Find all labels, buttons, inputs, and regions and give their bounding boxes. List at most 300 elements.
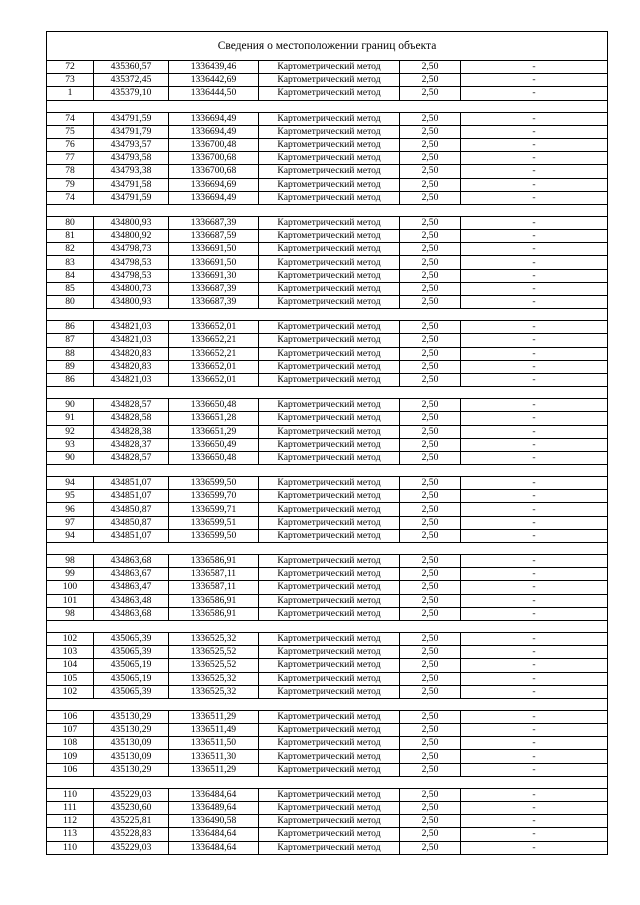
group-separator: [47, 776, 607, 788]
description-cell: -: [461, 74, 608, 87]
coordinate-x-cell: 434851,07: [94, 490, 169, 503]
coordinate-y-cell: 1336525,52: [169, 659, 259, 672]
point-number-cell: 80: [47, 216, 94, 229]
table-row: [47, 828, 607, 841]
table-row: [47, 594, 607, 607]
table-row: [47, 841, 607, 854]
point-number-cell: 83: [47, 256, 94, 269]
table-row: [47, 74, 607, 87]
coordinate-x-cell: 434800,93: [94, 216, 169, 229]
method-cell: Картометрический метод: [259, 282, 400, 295]
coordinate-x-cell: 435130,09: [94, 737, 169, 750]
table-row: [47, 165, 607, 178]
separator-cell: [47, 309, 607, 321]
method-cell: Картометрический метод: [259, 256, 400, 269]
table-row: [47, 152, 607, 165]
point-number-cell: 113: [47, 828, 94, 841]
point-number-cell: 102: [47, 685, 94, 698]
method-cell: Картометрический метод: [259, 451, 400, 464]
group-separator: [47, 204, 607, 216]
method-cell: Картометрический метод: [259, 269, 400, 282]
table-row: [47, 632, 607, 645]
accuracy-cell: 2,50: [400, 802, 461, 815]
point-number-cell: 81: [47, 230, 94, 243]
point-number-cell: 109: [47, 750, 94, 763]
accuracy-cell: 2,50: [400, 594, 461, 607]
method-cell: Картометрический метод: [259, 490, 400, 503]
table-row: [47, 269, 607, 282]
coordinate-x-cell: 435360,57: [94, 61, 169, 74]
coordinate-x-cell: 434851,07: [94, 529, 169, 542]
table-row: [47, 568, 607, 581]
accuracy-cell: 2,50: [400, 672, 461, 685]
point-number-cell: 99: [47, 568, 94, 581]
group-separator: [47, 309, 607, 321]
coordinate-x-cell: 435229,03: [94, 841, 169, 854]
table-row: [47, 125, 607, 138]
accuracy-cell: 2,50: [400, 451, 461, 464]
description-cell: -: [461, 503, 608, 516]
coordinate-y-cell: 1336490,58: [169, 815, 259, 828]
table-row: [47, 607, 607, 620]
method-cell: Картометрический метод: [259, 412, 400, 425]
accuracy-cell: 2,50: [400, 724, 461, 737]
coordinate-y-cell: 1336691,30: [169, 269, 259, 282]
method-cell: Картометрический метод: [259, 529, 400, 542]
description-cell: -: [461, 256, 608, 269]
table-row: [47, 112, 607, 125]
description-cell: -: [461, 321, 608, 334]
coordinate-x-cell: 435230,60: [94, 802, 169, 815]
method-cell: Картометрический метод: [259, 763, 400, 776]
coordinate-y-cell: 1336652,21: [169, 334, 259, 347]
point-number-cell: 101: [47, 594, 94, 607]
accuracy-cell: 2,50: [400, 165, 461, 178]
point-number-cell: 77: [47, 152, 94, 165]
method-cell: Картометрический метод: [259, 802, 400, 815]
coordinate-y-cell: 1336599,50: [169, 477, 259, 490]
accuracy-cell: 2,50: [400, 477, 461, 490]
method-cell: Картометрический метод: [259, 191, 400, 204]
separator-cell: [47, 620, 607, 632]
coordinate-x-cell: 435372,45: [94, 74, 169, 87]
point-number-cell: 88: [47, 347, 94, 360]
coordinate-x-cell: 434800,92: [94, 230, 169, 243]
table-row: [47, 138, 607, 151]
accuracy-cell: 2,50: [400, 61, 461, 74]
description-cell: -: [461, 87, 608, 100]
coordinate-y-cell: 1336652,01: [169, 360, 259, 373]
point-number-cell: 87: [47, 334, 94, 347]
table-row: [47, 438, 607, 451]
coordinate-x-cell: 435130,29: [94, 763, 169, 776]
method-cell: Картометрический метод: [259, 152, 400, 165]
description-cell: -: [461, 828, 608, 841]
coordinate-y-cell: 1336599,51: [169, 516, 259, 529]
accuracy-cell: 2,50: [400, 490, 461, 503]
coordinate-x-cell: 434820,83: [94, 347, 169, 360]
coordinate-y-cell: 1336511,29: [169, 710, 259, 723]
table-row: [47, 296, 607, 309]
point-number-cell: 86: [47, 373, 94, 386]
coordinate-y-cell: 1336691,50: [169, 243, 259, 256]
coordinate-x-cell: 434793,57: [94, 138, 169, 151]
table-row: [47, 763, 607, 776]
point-number-cell: 82: [47, 243, 94, 256]
accuracy-cell: 2,50: [400, 659, 461, 672]
point-number-cell: 106: [47, 710, 94, 723]
table-row: [47, 685, 607, 698]
table-row: [47, 178, 607, 191]
table-row: [47, 243, 607, 256]
method-cell: Картометрический метод: [259, 815, 400, 828]
description-cell: -: [461, 750, 608, 763]
method-cell: Картометрический метод: [259, 296, 400, 309]
coordinate-y-cell: 1336439,46: [169, 61, 259, 74]
accuracy-cell: 2,50: [400, 568, 461, 581]
accuracy-cell: 2,50: [400, 74, 461, 87]
accuracy-cell: 2,50: [400, 841, 461, 854]
coordinate-y-cell: 1336694,49: [169, 191, 259, 204]
accuracy-cell: 2,50: [400, 581, 461, 594]
method-cell: Картометрический метод: [259, 828, 400, 841]
method-cell: Картометрический метод: [259, 555, 400, 568]
point-number-cell: 106: [47, 763, 94, 776]
table-row: [47, 516, 607, 529]
point-number-cell: 84: [47, 269, 94, 282]
coordinate-x-cell: 434791,59: [94, 191, 169, 204]
coordinate-x-cell: 435130,09: [94, 750, 169, 763]
table-row: [47, 737, 607, 750]
description-cell: -: [461, 841, 608, 854]
separator-cell: [47, 204, 607, 216]
method-cell: Картометрический метод: [259, 425, 400, 438]
accuracy-cell: 2,50: [400, 632, 461, 645]
point-number-cell: 112: [47, 815, 94, 828]
point-number-cell: 1: [47, 87, 94, 100]
point-number-cell: 90: [47, 451, 94, 464]
accuracy-cell: 2,50: [400, 178, 461, 191]
coordinate-x-cell: 434863,67: [94, 568, 169, 581]
accuracy-cell: 2,50: [400, 321, 461, 334]
method-cell: Картометрический метод: [259, 685, 400, 698]
method-cell: Картометрический метод: [259, 230, 400, 243]
coordinate-x-cell: 434791,59: [94, 112, 169, 125]
coordinate-y-cell: 1336511,50: [169, 737, 259, 750]
method-cell: Картометрический метод: [259, 165, 400, 178]
table-row: [47, 373, 607, 386]
coordinate-y-cell: 1336444,50: [169, 87, 259, 100]
point-number-cell: 93: [47, 438, 94, 451]
coordinate-x-cell: 434798,73: [94, 243, 169, 256]
coordinate-y-cell: 1336599,70: [169, 490, 259, 503]
table-row: [47, 425, 607, 438]
coordinate-y-cell: 1336484,64: [169, 788, 259, 801]
description-cell: -: [461, 685, 608, 698]
coordinate-y-cell: 1336599,50: [169, 529, 259, 542]
group-separator: [47, 465, 607, 477]
description-cell: -: [461, 360, 608, 373]
coordinate-y-cell: 1336650,49: [169, 438, 259, 451]
coordinate-y-cell: 1336700,68: [169, 152, 259, 165]
accuracy-cell: 2,50: [400, 243, 461, 256]
method-cell: Картометрический метод: [259, 503, 400, 516]
description-cell: -: [461, 724, 608, 737]
coordinate-y-cell: 1336484,64: [169, 828, 259, 841]
accuracy-cell: 2,50: [400, 412, 461, 425]
accuracy-cell: 2,50: [400, 788, 461, 801]
description-cell: -: [461, 438, 608, 451]
description-cell: -: [461, 802, 608, 815]
coordinate-y-cell: 1336651,28: [169, 412, 259, 425]
table-row: [47, 750, 607, 763]
coordinate-y-cell: 1336687,39: [169, 296, 259, 309]
description-cell: -: [461, 477, 608, 490]
coordinate-y-cell: 1336587,11: [169, 568, 259, 581]
coordinate-x-cell: 434850,87: [94, 503, 169, 516]
description-cell: -: [461, 555, 608, 568]
coordinate-y-cell: 1336691,50: [169, 256, 259, 269]
description-cell: -: [461, 568, 608, 581]
table-row: [47, 61, 607, 74]
point-number-cell: 100: [47, 581, 94, 594]
group-separator: [47, 543, 607, 555]
method-cell: Картометрический метод: [259, 724, 400, 737]
description-cell: -: [461, 516, 608, 529]
description-cell: -: [461, 243, 608, 256]
coordinate-x-cell: 435065,39: [94, 646, 169, 659]
table-row: [47, 412, 607, 425]
table-row: [47, 659, 607, 672]
point-number-cell: 107: [47, 724, 94, 737]
method-cell: Картометрический метод: [259, 178, 400, 191]
point-number-cell: 95: [47, 490, 94, 503]
coordinate-x-cell: 434863,68: [94, 607, 169, 620]
coordinate-x-cell: 435065,19: [94, 659, 169, 672]
accuracy-cell: 2,50: [400, 815, 461, 828]
separator-cell: [47, 698, 607, 710]
table-row: [47, 230, 607, 243]
coordinate-y-cell: 1336511,29: [169, 763, 259, 776]
table-row: [47, 529, 607, 542]
accuracy-cell: 2,50: [400, 607, 461, 620]
method-cell: Картометрический метод: [259, 581, 400, 594]
accuracy-cell: 2,50: [400, 269, 461, 282]
description-cell: -: [461, 425, 608, 438]
coordinate-x-cell: 434863,68: [94, 555, 169, 568]
coordinate-y-cell: 1336687,39: [169, 282, 259, 295]
coordinate-x-cell: 434800,73: [94, 282, 169, 295]
accuracy-cell: 2,50: [400, 516, 461, 529]
description-cell: -: [461, 334, 608, 347]
point-number-cell: 92: [47, 425, 94, 438]
coordinate-y-cell: 1336687,39: [169, 216, 259, 229]
point-number-cell: 76: [47, 138, 94, 151]
method-cell: Картометрический метод: [259, 243, 400, 256]
table-row: [47, 672, 607, 685]
table-row: [47, 399, 607, 412]
table-row: [47, 347, 607, 360]
coordinate-y-cell: 1336652,01: [169, 373, 259, 386]
coordinate-x-cell: 435065,19: [94, 672, 169, 685]
coordinate-x-cell: 435379,10: [94, 87, 169, 100]
coordinate-y-cell: 1336652,21: [169, 347, 259, 360]
point-number-cell: 96: [47, 503, 94, 516]
table-row: [47, 555, 607, 568]
coordinate-x-cell: 435065,39: [94, 632, 169, 645]
coordinate-y-cell: 1336599,71: [169, 503, 259, 516]
method-cell: Картометрический метод: [259, 594, 400, 607]
accuracy-cell: 2,50: [400, 112, 461, 125]
coordinate-x-cell: 434800,93: [94, 296, 169, 309]
method-cell: Картометрический метод: [259, 87, 400, 100]
table-row: [47, 724, 607, 737]
coordinate-y-cell: 1336511,30: [169, 750, 259, 763]
method-cell: Картометрический метод: [259, 646, 400, 659]
separator-cell: [47, 543, 607, 555]
method-cell: Картометрический метод: [259, 373, 400, 386]
coordinate-x-cell: 434828,37: [94, 438, 169, 451]
method-cell: Картометрический метод: [259, 334, 400, 347]
coordinate-x-cell: 434863,48: [94, 594, 169, 607]
method-cell: Картометрический метод: [259, 321, 400, 334]
method-cell: Картометрический метод: [259, 672, 400, 685]
table-row: [47, 788, 607, 801]
group-separator: [47, 387, 607, 399]
coordinate-y-cell: 1336586,91: [169, 555, 259, 568]
table-row: [47, 710, 607, 723]
point-number-cell: 98: [47, 607, 94, 620]
point-number-cell: 94: [47, 477, 94, 490]
point-number-cell: 98: [47, 555, 94, 568]
point-number-cell: 108: [47, 737, 94, 750]
point-number-cell: 78: [47, 165, 94, 178]
description-cell: -: [461, 490, 608, 503]
method-cell: Картометрический метод: [259, 216, 400, 229]
description-cell: -: [461, 815, 608, 828]
table-row: [47, 321, 607, 334]
description-cell: -: [461, 632, 608, 645]
accuracy-cell: 2,50: [400, 347, 461, 360]
accuracy-cell: 2,50: [400, 425, 461, 438]
separator-cell: [47, 776, 607, 788]
point-number-cell: 85: [47, 282, 94, 295]
method-cell: Картометрический метод: [259, 788, 400, 801]
accuracy-cell: 2,50: [400, 87, 461, 100]
description-cell: -: [461, 138, 608, 151]
method-cell: Картометрический метод: [259, 841, 400, 854]
separator-cell: [47, 465, 607, 477]
coordinate-x-cell: 434828,58: [94, 412, 169, 425]
description-cell: -: [461, 191, 608, 204]
description-cell: -: [461, 269, 608, 282]
accuracy-cell: 2,50: [400, 191, 461, 204]
method-cell: Картометрический метод: [259, 737, 400, 750]
coordinate-x-cell: 434821,03: [94, 334, 169, 347]
description-cell: -: [461, 61, 608, 74]
description-cell: -: [461, 125, 608, 138]
table-row: [47, 87, 607, 100]
table-row: [47, 451, 607, 464]
coordinate-y-cell: 1336700,48: [169, 138, 259, 151]
point-number-cell: 105: [47, 672, 94, 685]
page-title: Сведения о местоположении границ объекта: [47, 32, 607, 61]
coordinate-x-cell: 434798,53: [94, 256, 169, 269]
table-row: [47, 646, 607, 659]
method-cell: Картометрический метод: [259, 74, 400, 87]
table-row: [47, 490, 607, 503]
accuracy-cell: 2,50: [400, 737, 461, 750]
coordinate-x-cell: 434798,53: [94, 269, 169, 282]
method-cell: Картометрический метод: [259, 399, 400, 412]
coordinate-y-cell: 1336586,91: [169, 594, 259, 607]
coordinate-y-cell: 1336694,69: [169, 178, 259, 191]
coordinate-y-cell: 1336650,48: [169, 451, 259, 464]
coordinates-table-body: [47, 61, 607, 854]
point-number-cell: 110: [47, 841, 94, 854]
description-cell: -: [461, 373, 608, 386]
description-cell: -: [461, 451, 608, 464]
group-separator: [47, 620, 607, 632]
point-number-cell: 73: [47, 74, 94, 87]
coordinate-y-cell: 1336700,68: [169, 165, 259, 178]
point-number-cell: 86: [47, 321, 94, 334]
description-cell: -: [461, 763, 608, 776]
point-number-cell: 74: [47, 191, 94, 204]
description-cell: -: [461, 165, 608, 178]
method-cell: Картометрический метод: [259, 750, 400, 763]
point-number-cell: 110: [47, 788, 94, 801]
point-number-cell: 74: [47, 112, 94, 125]
accuracy-cell: 2,50: [400, 710, 461, 723]
description-cell: -: [461, 529, 608, 542]
coordinate-x-cell: 435130,29: [94, 724, 169, 737]
accuracy-cell: 2,50: [400, 256, 461, 269]
table-row: [47, 282, 607, 295]
table-row: [47, 503, 607, 516]
coordinate-y-cell: 1336694,49: [169, 112, 259, 125]
description-cell: -: [461, 788, 608, 801]
accuracy-cell: 2,50: [400, 138, 461, 151]
method-cell: Картометрический метод: [259, 360, 400, 373]
description-cell: -: [461, 581, 608, 594]
accuracy-cell: 2,50: [400, 646, 461, 659]
description-cell: -: [461, 296, 608, 309]
coordinate-x-cell: 434828,57: [94, 451, 169, 464]
description-cell: -: [461, 710, 608, 723]
separator-cell: [47, 387, 607, 399]
coordinate-x-cell: 434828,38: [94, 425, 169, 438]
point-number-cell: 94: [47, 529, 94, 542]
accuracy-cell: 2,50: [400, 152, 461, 165]
accuracy-cell: 2,50: [400, 828, 461, 841]
coordinate-x-cell: 434851,07: [94, 477, 169, 490]
method-cell: Картометрический метод: [259, 61, 400, 74]
point-number-cell: 102: [47, 632, 94, 645]
description-cell: -: [461, 399, 608, 412]
table-row: [47, 815, 607, 828]
description-cell: -: [461, 347, 608, 360]
coordinate-x-cell: 434793,58: [94, 152, 169, 165]
accuracy-cell: 2,50: [400, 296, 461, 309]
description-cell: -: [461, 178, 608, 191]
method-cell: Картометрический метод: [259, 125, 400, 138]
coordinate-y-cell: 1336687,59: [169, 230, 259, 243]
description-cell: -: [461, 112, 608, 125]
coordinate-y-cell: 1336484,64: [169, 841, 259, 854]
description-cell: -: [461, 607, 608, 620]
coordinate-y-cell: 1336442,69: [169, 74, 259, 87]
